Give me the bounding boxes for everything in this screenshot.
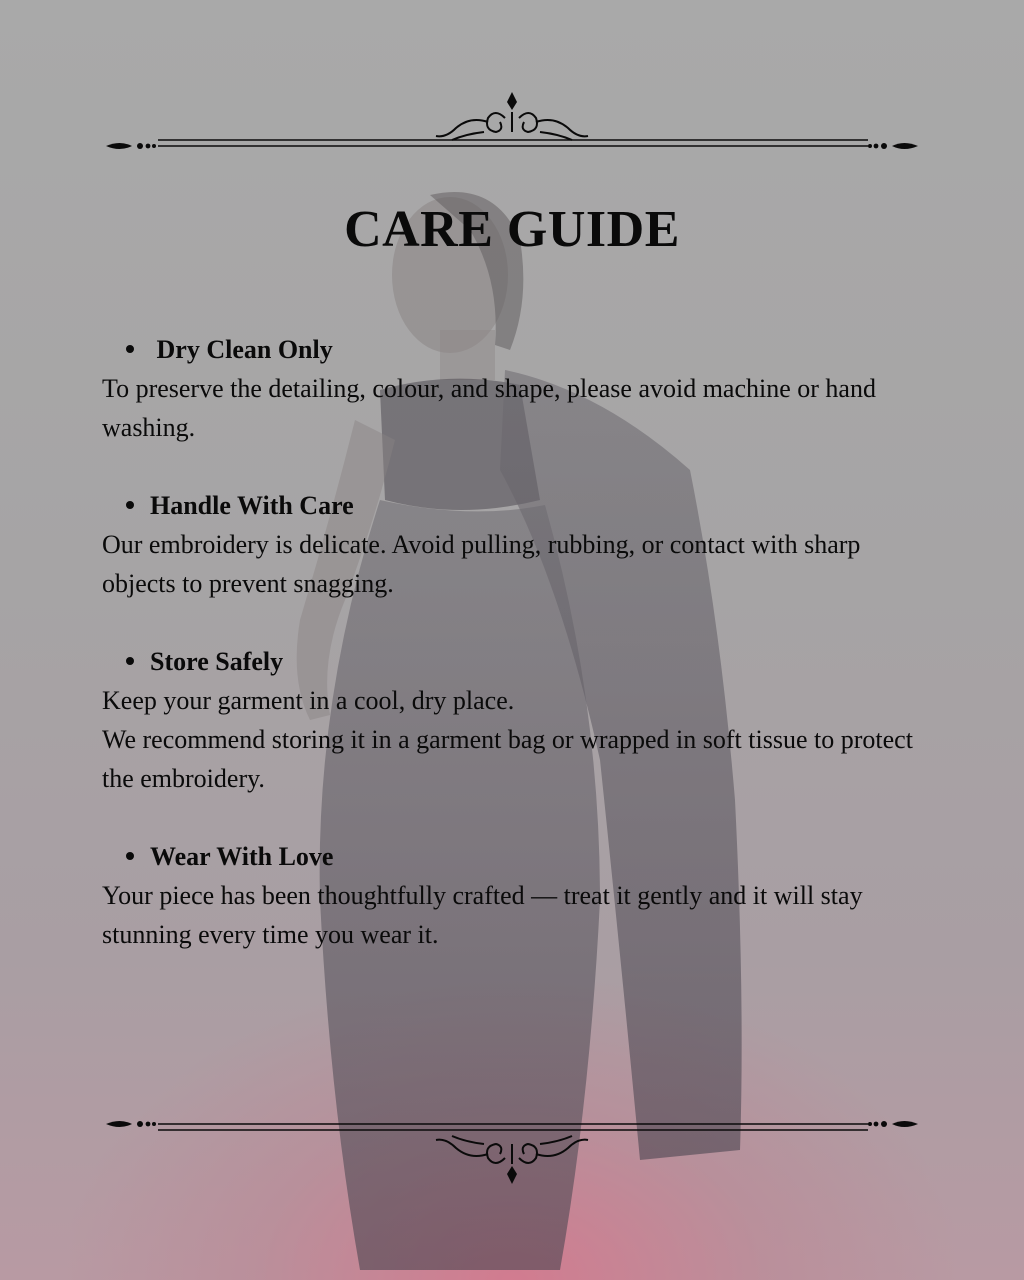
section-paragraph: To preserve the detailing, colour, and shape, please avoid machine or hand washing. [102, 374, 876, 442]
bullet-icon [126, 852, 134, 860]
section-paragraph: Our embroidery is delicate. Avoid pulling, rubbing, or contact with sharp objects to prevent snagging. [102, 530, 861, 598]
section-handle-with-care [102, 486, 932, 603]
section-paragraph: Your piece has been thoughtfully crafted — treat it gently and it will stay stunning every time you wear it. [102, 881, 863, 949]
bottom-ornament-icon [100, 1098, 924, 1188]
bullet-icon [126, 501, 134, 509]
section-heading-text: Handle With Care [150, 491, 354, 520]
section-heading-text: Store Safely [150, 647, 284, 676]
bullet-icon [126, 345, 134, 353]
section-heading [102, 330, 932, 369]
bullet-icon [126, 657, 134, 665]
section-store-safely [102, 642, 932, 798]
section-heading [102, 642, 932, 681]
section-paragraph: Keep your garment in a cool, dry place. [102, 686, 515, 715]
section-paragraph: We recommend storing it in a garment bag or wrapped in soft tissue to protect the embroidery. [102, 725, 913, 793]
care-instructions [102, 330, 932, 993]
page-title: CARE GUIDE [344, 201, 680, 258]
section-dry-clean [102, 330, 932, 447]
top-ornament-icon [100, 88, 924, 178]
section-heading [102, 837, 932, 876]
section-wear-with-love [102, 837, 932, 954]
section-heading-text: Dry Clean Only [150, 335, 333, 364]
section-heading-text: Wear With Love [150, 842, 334, 871]
section-heading [102, 486, 932, 525]
